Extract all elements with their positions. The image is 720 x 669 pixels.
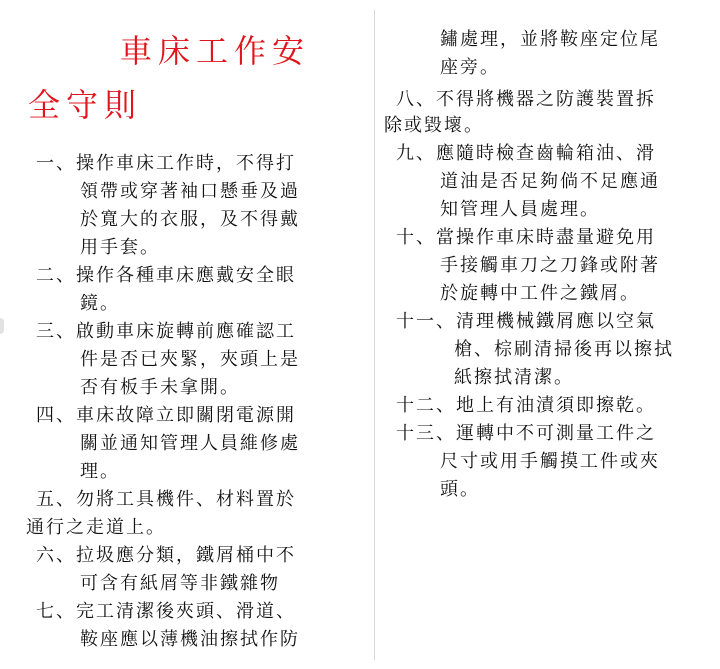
rule-line: 槍、棕刷清掃後再以擦拭	[454, 339, 674, 360]
rule-line: 於旋轉中工件之鐵屑。	[440, 283, 640, 304]
rule-line: 鏡。	[80, 293, 120, 314]
rule-line: 件是否已夾緊，夾頭上是	[80, 349, 300, 370]
rule-line: 四、車床故障立即關閉電源開	[36, 405, 296, 426]
title-line-1: 車床工作安	[120, 32, 311, 70]
rule-line: 九、應隨時檢查齒輪箱油、滑	[396, 143, 656, 164]
rule-line: 道油是否足夠倘不足應通	[440, 171, 660, 192]
rule-line: 於寬大的衣服，及不得戴	[80, 209, 300, 230]
rule-line: 十二、地上有油漬須即擦乾。	[396, 395, 656, 416]
rule-line: 一、操作車床工作時，不得打	[36, 153, 296, 174]
rule-line: 五、勿將工具機件、材料置於	[36, 489, 296, 510]
rule-line: 六、拉圾應分類，鐵屑桶中不	[36, 545, 296, 566]
rule-line: 鞍座應以薄機油擦拭作防	[80, 629, 300, 650]
rule-line: 七、完工清潔後夾頭、滑道、	[36, 601, 296, 622]
rule-line: 通行之走道上。	[26, 517, 166, 538]
rule-line: 十、當操作車床時盡量避免用	[396, 227, 656, 248]
rule-line: 用手套。	[80, 237, 160, 258]
rule-line: 座旁。	[440, 57, 500, 78]
rule-line: 頭。	[440, 479, 480, 500]
rule-line: 可含有紙屑等非鐵雜物	[80, 573, 280, 594]
rule-line: 尺寸或用手觸摸工件或夾	[440, 451, 660, 472]
rule-line: 二、操作各種車床應戴安全眼	[36, 265, 296, 286]
rule-line: 十三、運轉中不可測量工件之	[396, 423, 656, 444]
rule-line: 十一、清理機械鐵屑應以空氣	[396, 311, 656, 332]
rule-line: 三、啟動車床旋轉前應確認工	[36, 321, 296, 342]
title-line-2: 全守則	[28, 86, 143, 124]
rule-line: 知管理人員處理。	[440, 199, 600, 220]
rule-line: 紙擦拭清潔。	[454, 367, 574, 388]
rule-line: 手接觸車刀之刀鋒或附著	[440, 255, 660, 276]
rule-line: 關並通知管理人員維修處	[80, 433, 300, 454]
rule-line: 鏽處理，並將鞍座定位尾	[440, 29, 660, 50]
column-divider	[374, 10, 375, 660]
rule-line: 除或毀壞。	[384, 115, 484, 136]
rule-line: 領帶或穿著袖口懸垂及過	[80, 181, 300, 202]
rule-line: 理。	[80, 461, 120, 482]
rule-line: 否有板手未拿開。	[80, 377, 240, 398]
rule-line: 八、不得將機器之防護裝置拆	[396, 89, 656, 110]
scroll-edge-marker	[0, 318, 4, 334]
